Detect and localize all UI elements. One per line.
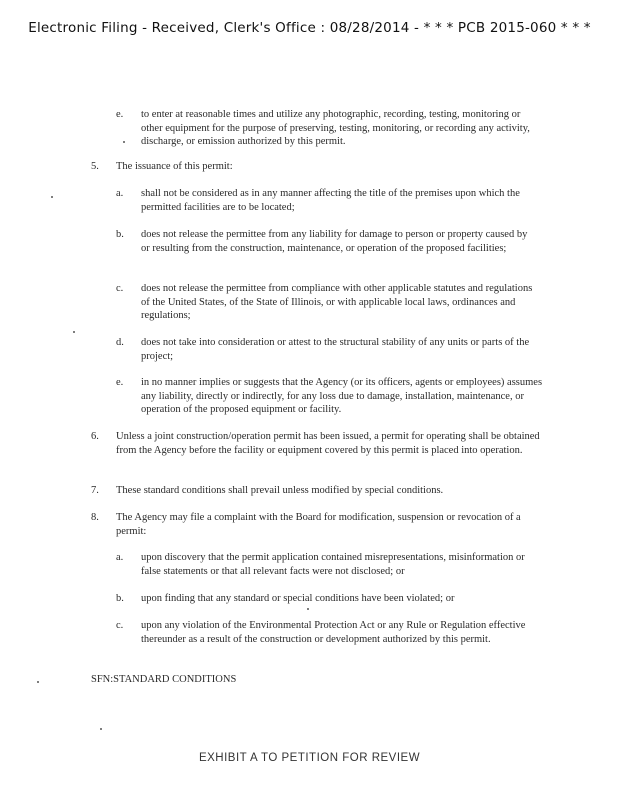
item-label: a. [116, 188, 124, 199]
item-number: 5. [91, 161, 99, 172]
item-text: upon any violation of the Environmental Protection Act or any Rule or Regulation effective thereunder as a result of the construction or development authorized by this permit. [141, 620, 526, 645]
item-text: shall not be considered as in any manner affecting the title of the premises upon which the permitted facilities are to be located; [141, 188, 520, 213]
item-text: in no manner implies or suggests that the Agency (or its officers, agents or employees) assumes any liability, directly or indirectly, for any loss due to damage, installation, maintenance, or operation of the proposed equipment or facility. [141, 377, 543, 415]
item-number: 7. [91, 485, 99, 496]
scan-speck [51, 196, 53, 198]
item-label: b. [116, 593, 124, 604]
item-text: The Agency may file a complaint with the Board for modification, suspension or revocation of a permit: [116, 512, 521, 537]
item-label: d. [116, 337, 124, 348]
item-text: Unless a joint construction/operation permit has been issued, a permit for operating shall be obtained from the Agency before the facility or equipment covered by this permit is placed into operation. [116, 431, 540, 456]
scan-speck [100, 728, 102, 730]
scan-speck [37, 681, 39, 683]
item-text: does not release the permittee from any liability for damage to person or property caused by or resulting from the construction, maintenance, or operation of the proposed facilities; [141, 229, 528, 254]
item-text: does not release the permittee from compliance with other applicable statutes and regulations of the United States, of the State of Illinois, or with applicable local laws, ordinances and regulations; [141, 283, 533, 321]
item-label: c. [116, 283, 124, 294]
item-text: upon finding that any standard or special conditions have been violated; or [141, 593, 455, 604]
item-text: These standard conditions shall prevail unless modified by special conditions. [116, 485, 444, 496]
item-label: b. [116, 229, 124, 240]
item-text: does not take into consideration or attest to the structural stability of any units or parts of the project; [141, 337, 530, 362]
scan-speck [307, 608, 309, 610]
section-code: SFN:STANDARD CONDITIONS [91, 674, 237, 685]
exhibit-label: EXHIBIT A TO PETITION FOR REVIEW [198, 752, 421, 764]
item-label: e. [116, 109, 124, 120]
item-text: to enter at reasonable times and utilize any photographic, recording, testing, monitoring or other equipment for the purpose of preserving, testing, monitoring, or recording any activity, discharge, or emission authorized by this permit. [141, 109, 530, 147]
item-text: The issuance of this permit: [116, 161, 233, 172]
item-label: a. [116, 552, 124, 563]
scan-speck [73, 331, 75, 333]
item-label: c. [116, 620, 124, 631]
scan-speck [123, 141, 125, 143]
item-text: upon discovery that the permit application contained misrepresentations, misinformation or false statements or that all relevant facts were not disclosed; or [141, 552, 525, 577]
item-number: 6. [91, 431, 99, 442]
item-label: e. [116, 377, 124, 388]
filing-stamp-header: Electronic Filing - Received, Clerk's Office : 08/28/2014 - * * * PCB 2015-060 * * * [28, 20, 591, 36]
item-number: 8. [91, 512, 99, 523]
